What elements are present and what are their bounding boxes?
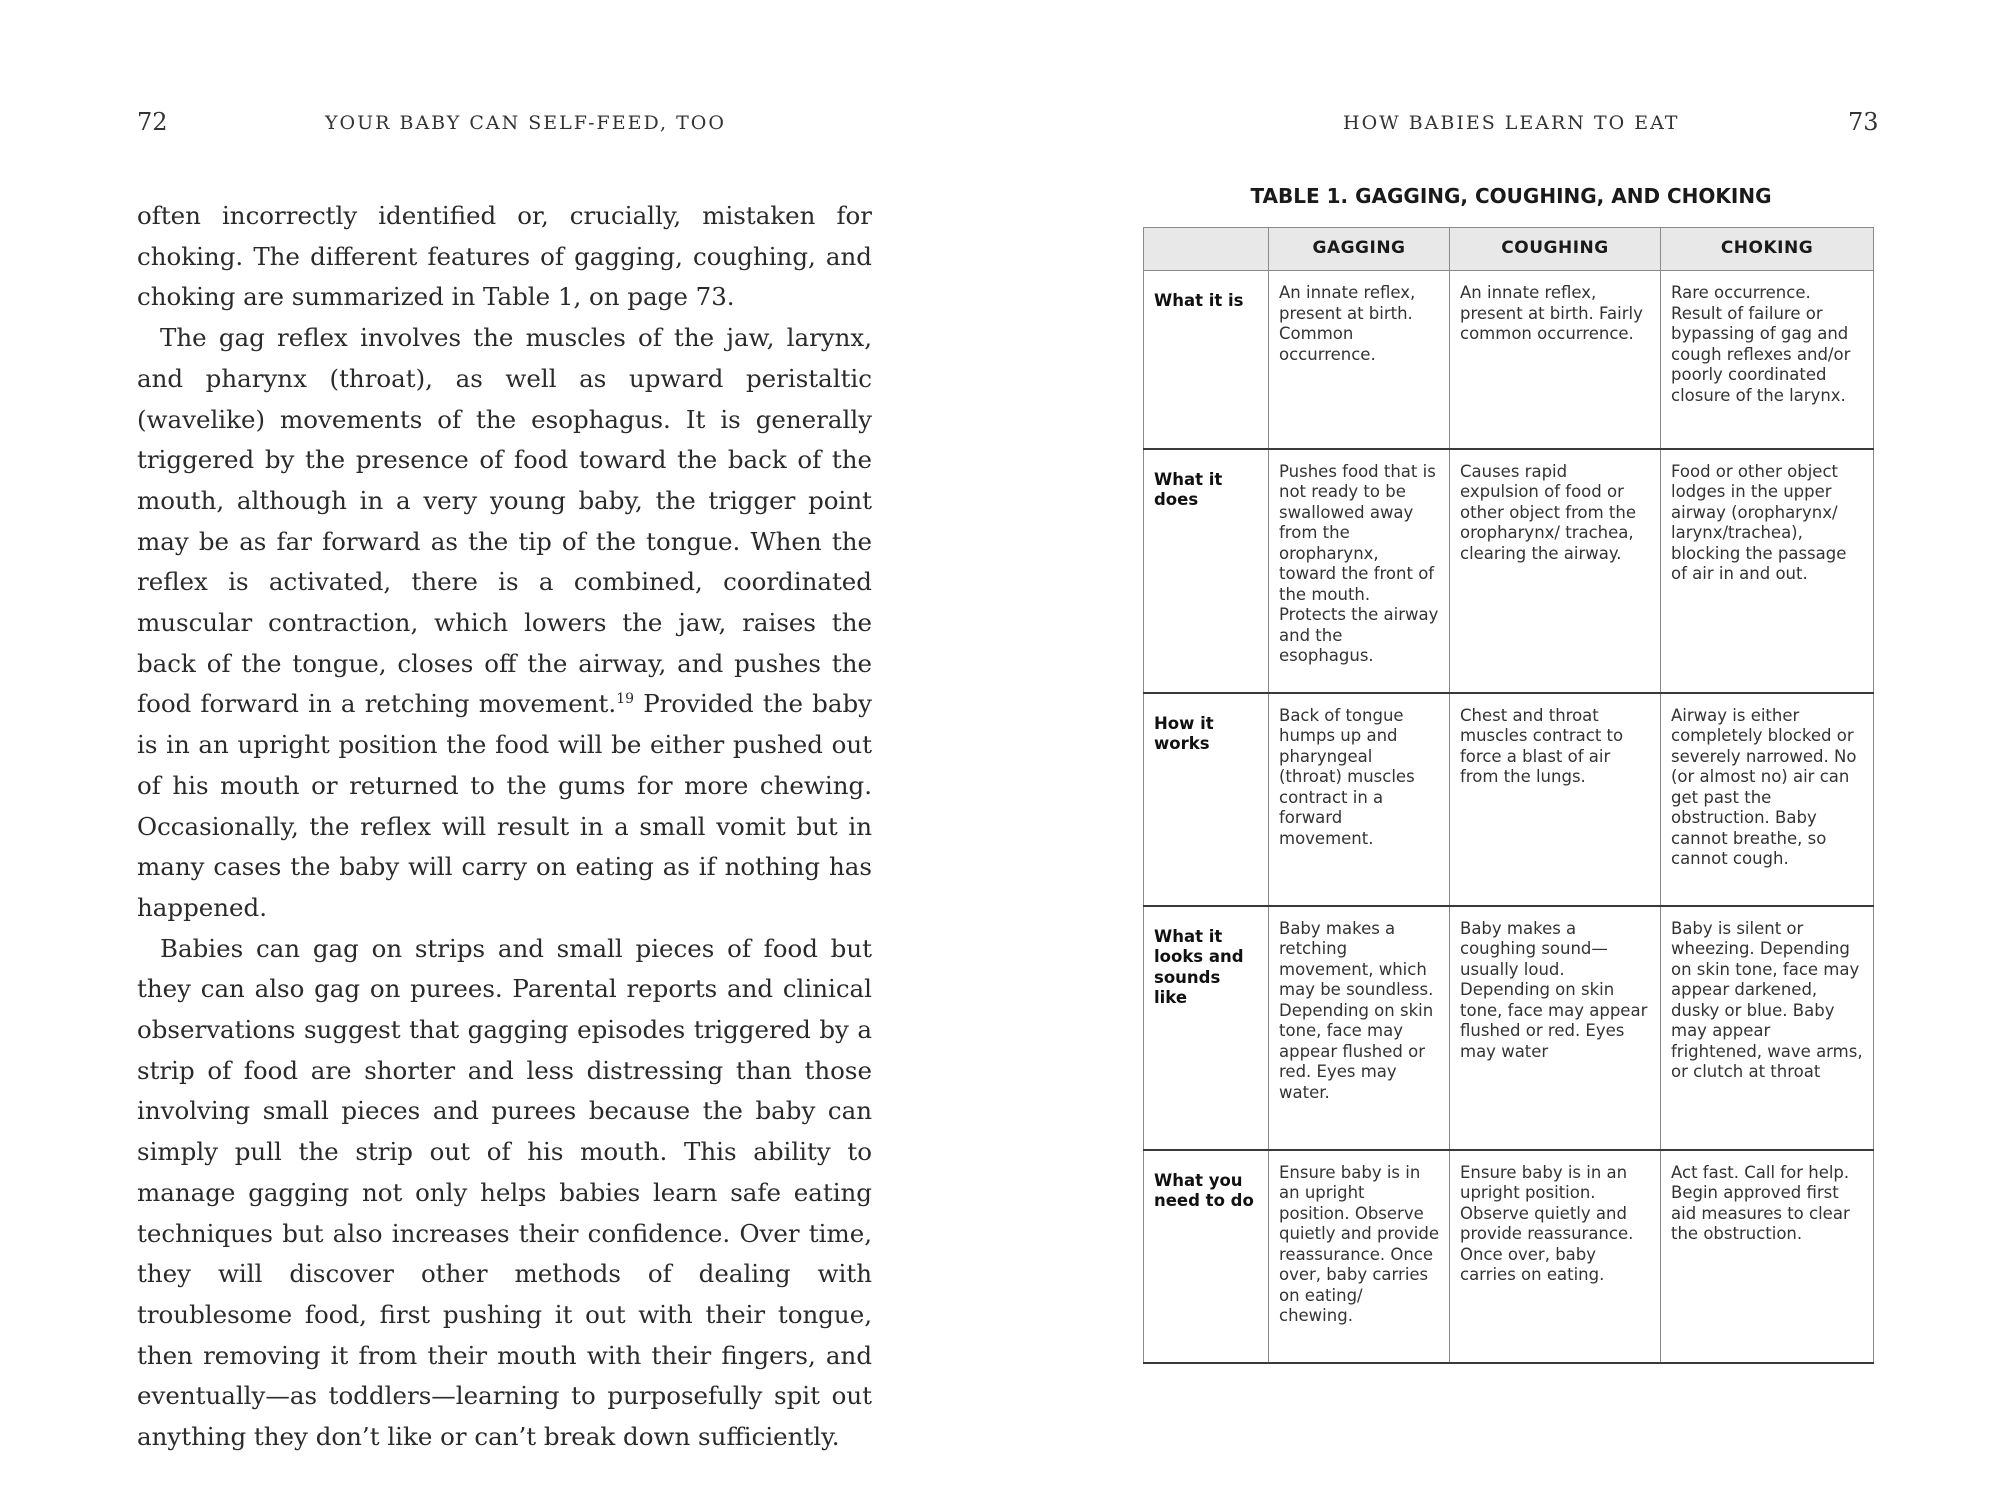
table-cell: Ensure baby is in an upright position. Observe quietly and provide reassurance. Once over, baby carries on eating/ chewing.: [1269, 1150, 1450, 1363]
table-row: [1144, 449, 1874, 693]
table-title: TABLE 1. GAGGING, COUGHING, AND CHOKING: [1250, 184, 1772, 208]
table-row: [1144, 1150, 1874, 1363]
row-header: How it works: [1144, 693, 1269, 906]
table-cell: Causes rapid expulsion of food or other object from the oropharynx/ trachea, clearing the airway.: [1450, 449, 1661, 693]
table-cell: An innate reflex, present at birth. Common occurrence.: [1269, 271, 1450, 449]
table-row: [1144, 906, 1874, 1150]
table-cell: Baby makes a retching movement, which may be soundless. Depending on skin tone, face may appear flushed or red. Eyes may water.: [1269, 906, 1450, 1150]
column-header-coughing: COUGHING: [1450, 228, 1661, 271]
table-corner-cell: [1144, 228, 1269, 271]
table-cell: Airway is either completely blocked or severely narrowed. No (or almost no) air can get past the obstruction. Baby cannot breathe, so cannot cough.: [1661, 693, 1874, 906]
table-cell: Baby makes a coughing sound—usually loud. Depending on skin tone, face may appear flushed or red. Eyes may water: [1450, 906, 1661, 1150]
column-header-gagging: GAGGING: [1269, 228, 1450, 271]
table-row: [1144, 271, 1874, 449]
table-row: [1144, 693, 1874, 906]
paragraph-text: often incorrectly identified or, crucially, mistaken for choking. The different features of gagging, coughing, and choking are summarized in Table 1, on page 73.: [137, 201, 872, 312]
page-number: 72: [137, 108, 168, 136]
running-head: HOW BABIES LEARN TO EAT: [1343, 112, 1680, 134]
table-header-row: [1144, 228, 1874, 271]
paragraph: [137, 929, 872, 1458]
table-cell: Pushes food that is not ready to be swallowed away from the oropharynx, toward the front of the mouth. Protects the airway and the esophagus.: [1269, 449, 1450, 693]
row-header: What it does: [1144, 449, 1269, 693]
table-cell: Ensure baby is in an upright position. Observe quietly and provide reassurance. Once over, baby carries on eating.: [1450, 1150, 1661, 1363]
page-number: 73: [1848, 108, 1879, 136]
paragraph: [137, 318, 872, 929]
row-header: What it is: [1144, 271, 1269, 449]
paragraph-text: The gag reflex involves the muscles of the jaw, larynx, and pharynx (throat), as well as upward peristaltic (wavelike) movements of the esophagus. It is generally triggered by the presence of food toward the back of the mouth, although in a very young baby, the trigger point may be as far forward as the tip of the tongue. When the reflex is activated, there is a combined, coordinated muscular contraction, which lowers the jaw, raises the back of the tongue, closes off the airway, and pushes the food forward in a retching movement.: [137, 323, 872, 719]
running-head: YOUR BABY CAN SELF-FEED, TOO: [325, 112, 726, 134]
table-cell: Chest and throat muscles contract to force a blast of air from the lungs.: [1450, 693, 1661, 906]
comparison-table: [1143, 227, 1874, 1364]
table-cell: Baby is silent or wheezing. Depending on skin tone, face may appear darkened, dusky or blue. Baby may appear frightened, wave arms, or clutch at throat: [1661, 906, 1874, 1150]
table-cell: An innate reflex, present at birth. Fairly common occurrence.: [1450, 271, 1661, 449]
paragraph-text: Babies can gag on strips and small pieces of food but they can also gag on purees. Parental reports and clinical observations suggest that gagging episodes triggered by a strip of food are shorter and less distressing than those involving small pieces and purees because the baby can simply pull the strip out of his mouth. This ability to manage gagging not only helps babies learn safe eating techniques but also increases their confidence. Over time, they will discover other methods of dealing with troublesome food, first pushing it out with their tongue, then removing it from their mouth with their fingers, and eventually—as toddlers—learning to purposefully spit out anything they don’t like or can’t break down sufficiently.: [137, 933, 872, 1452]
table-cell: Act fast. Call for help. Begin approved first aid measures to clear the obstruction.: [1661, 1150, 1874, 1363]
paragraph-text: Provided the baby is in an upright position the food will be either pushed out of his mouth or returned to the gums for more chewing. Occasionally, the reflex will result in a small vomit but in many cases the baby will carry on eating as if nothing has happened.: [137, 689, 872, 922]
row-header: What you need to do: [1144, 1150, 1269, 1363]
right-page: [1000, 0, 2000, 1500]
body-text: [137, 196, 872, 1458]
column-header-choking: CHOKING: [1661, 228, 1874, 271]
table-cell: Food or other object lodges in the upper airway (oropharynx/ larynx/trachea), blocking the passage of air in and out.: [1661, 449, 1874, 693]
footnote-reference[interactable]: 19: [616, 691, 635, 708]
table-cell: Back of tongue humps up and pharyngeal (throat) muscles contract in a forward movement.: [1269, 693, 1450, 906]
table-cell: Rare occurrence. Result of failure or bypassing of gag and cough reflexes and/or poorly coordinated closure of the larynx.: [1661, 271, 1874, 449]
paragraph: [137, 196, 872, 318]
row-header: What it looks and sounds like: [1144, 906, 1269, 1150]
